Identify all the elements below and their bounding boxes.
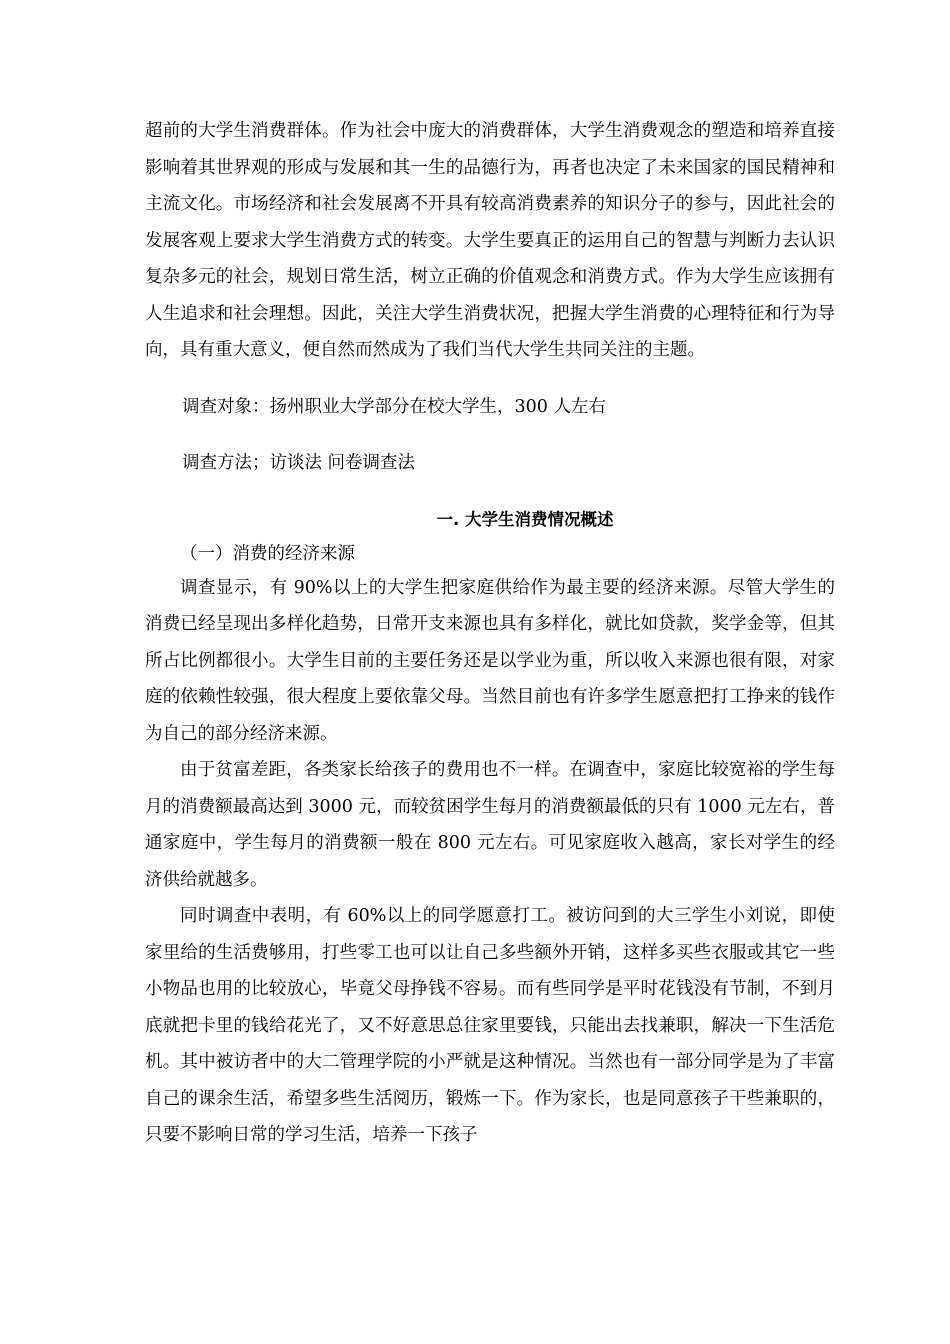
section-title: 一. 大学生消费情况概述 <box>436 509 614 529</box>
survey-subject-line: 调查对象：扬州职业大学部分在校大学生，300 人左右 <box>182 396 606 417</box>
document-body <box>145 113 835 1154</box>
subsection-title: （一）消费的经济来源 <box>180 543 355 564</box>
intro-paragraph: 超前的大学生消费群体。作为社会中庞大的消费群体，大学生消费观念的塑造和培养直接影响着其世界观的形成与发展和其一生的品德行为，再者也决定了未来国家的国民精神和主流文化。市场经济和社会发展离不开具有较高消费素养的知识分子的参与，因此社会的发展客观上要求大学生消费方式的转变。大学生要真正的运用自己的智慧与判断力去认识复杂多元的社会，规划日常生活，树立正确的价值观念和消费方式。作为大学生应该拥有人生追求和社会理想。因此，关注大学生消费状况，把握大学生消费的心理特征和行为导向，具有重大意义，便自然而然成为了我们当代大学生共同关注的主题。 <box>145 121 835 360</box>
body-paragraph: 调查显示，有 90%以上的大学生把家庭供给作为最主要的经济来源。尽管大学生的消费已经呈现出多样化趋势，日常开支来源也具有多样化，就比如贷款，奖学金等，但其所占比例都很小。大学生目前的主要任务还是以学业为重，所以收入来源也很有限，对家庭的依赖性较强，很大程度上要依靠父母。当然目前也有许多学生愿意把打工挣来的钱作为自己的部分经济来源。 <box>145 577 835 744</box>
body-paragraph: 由于贫富差距，各类家长给孩子的费用也不一样。在调查中，家庭比较宽裕的学生每月的消费额最高达到 3000 元，而较贫困学生每月的消费额最低的只有 1000 元左右，普通家庭中，学生每月的消费额一般在 800 元左右。可见家庭收入越高，家长对学生的经济供给就越多。 <box>145 760 835 890</box>
survey-method-line: 调查方法；访谈法 问卷调查法 <box>182 453 416 473</box>
body-paragraph: 同时调查中表明，有 60%以上的同学愿意打工。被访问到的大三学生小刘说，即使家里给的生活费够用，打些零工也可以让自己多些额外开销，这样多买些衣服或其它一些小物品也用的比较放心，毕竟父母挣钱不容易。而有些同学是平时花钱没有节制，不到月底就把卡里的钱给花光了，又不好意思总往家里要钱，只能出去找兼职，解决一下生活危机。其中被访者中的大二管理学院的小严就是这种情况。当然也有一部分同学是为了丰富自己的课余生活，希望多些生活阅历，锻炼一下。作为家长，也是同意孩子干些兼职的，只要不影响日常的学习生活，培养一下孩子 <box>145 906 835 1145</box>
